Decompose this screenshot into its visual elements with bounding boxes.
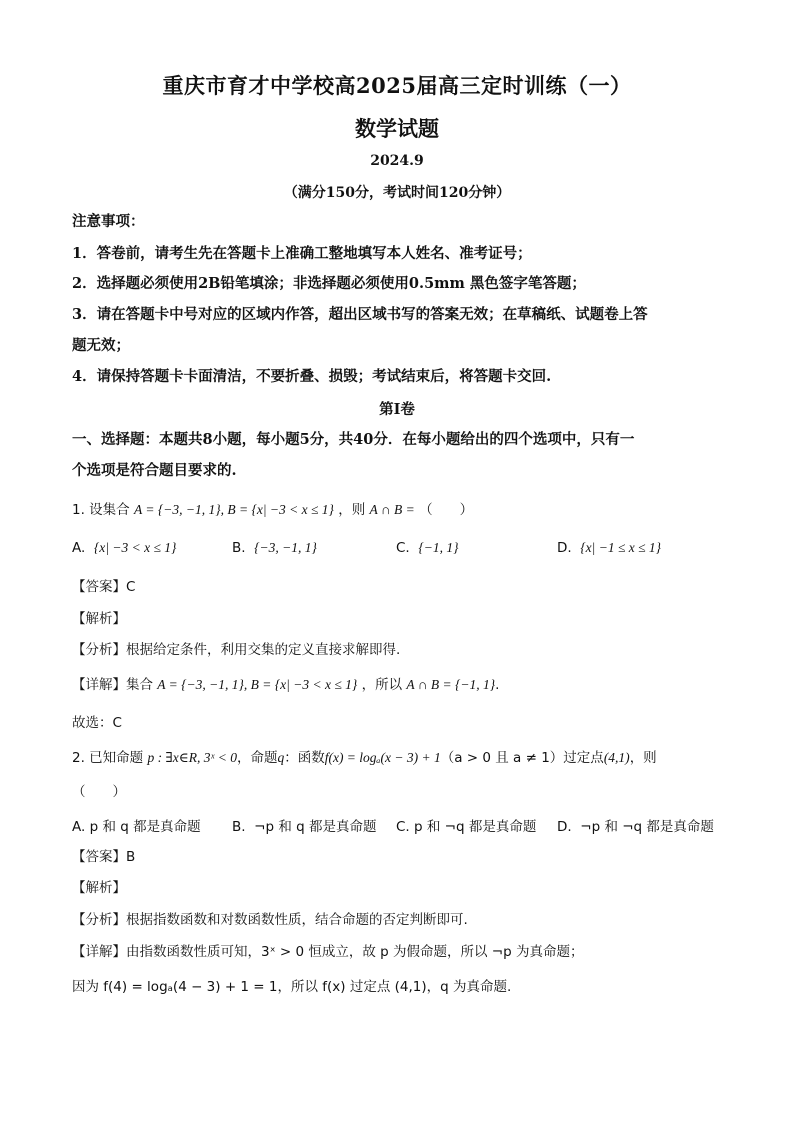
q2-option-a-text: p 和 q 都是真命题 <box>89 819 201 835</box>
q1-answer <box>72 577 722 597</box>
q1-xiangjie-mid: ，所以 <box>361 677 403 693</box>
q1-stem-prefix: 1. 设集合 <box>72 502 130 518</box>
q2-fenxi <box>72 910 722 930</box>
q2-stem-mid1: ，命题 <box>236 750 278 766</box>
note-item-3: 3．请在答题卡中号对应的区域内作答，超出区域书写的答案无效；在草稿纸、试题卷上答 <box>72 306 648 323</box>
q1-option-c-text: {−1, 1} <box>418 540 459 555</box>
q1-stem-suffix: （ ） <box>419 502 474 518</box>
q2-stem <box>72 748 722 768</box>
q2-option-a <box>72 815 201 835</box>
note-item-3-cont: 题无效； <box>72 337 130 354</box>
note-item-1: 1．答卷前，请考生先在答题卡上准确工整地填写本人姓名、准考证号； <box>72 245 532 262</box>
q2-xiangjie-tag: 【详解】 <box>72 944 126 960</box>
q2-option-d <box>557 815 714 835</box>
q1-option-b-text: {−3, −1, 1} <box>254 540 317 555</box>
q1-xiangjie-math2: A ∩ B = {−1, 1} <box>406 677 496 692</box>
notes-heading: 注意事项： <box>72 213 145 230</box>
q1-conclusion: 故选：C <box>72 715 122 731</box>
q1-xiangjie-end: . <box>495 677 500 693</box>
q2-stem-math4: (4,1) <box>603 750 630 765</box>
q2-option-b-label: B. <box>232 819 246 835</box>
q2-stem-prefix: 2. 已知命题 <box>72 750 144 766</box>
exam-title: 重庆市育才中学校高2025届高三定时训练（一） <box>162 73 632 98</box>
exam-date: 2024.9 <box>370 153 424 169</box>
q2-answer-value: B <box>126 849 136 865</box>
note-item-4: 4．请保持答题卡卡面清洁，不要折叠、损毁；考试结束后，将答题卡交回. <box>72 368 552 385</box>
q1-fenxi-tag: 【分析】 <box>72 642 126 658</box>
q1-xiangjie <box>72 675 722 695</box>
q2-answer-tag: 【答案】 <box>72 849 126 865</box>
q2-option-c-label: C. <box>396 819 410 835</box>
q2-xiangjie-line1: 由指数函数性质可知，3ˣ > 0 恒成立，故 p 为假命题，所以 ¬p 为真命题； <box>126 944 584 960</box>
q1-xiangjie-pre: 集合 <box>126 677 153 693</box>
q1-xiangjie-math: A = {−3, −1, 1}, B = {x| −3 < x ≤ 1} <box>157 677 358 692</box>
q2-option-b <box>232 815 376 835</box>
q1-option-b-label: B. <box>232 540 246 556</box>
q2-option-c-text: p 和 ¬q 都是真命题 <box>414 819 537 835</box>
q1-analysis-tag: 【解析】 <box>72 611 126 627</box>
q1-option-a <box>72 540 176 556</box>
q2-option-d-text: ¬p 和 ¬q 都是真命题 <box>580 819 714 835</box>
q2-stem-end: ，则 <box>629 750 657 766</box>
q2-option-a-label: A. <box>72 819 86 835</box>
q1-option-a-label: A. <box>72 540 86 556</box>
q2-fenxi-text: 根据指数函数和对数函数性质，结合命题的否定判断即可. <box>126 912 468 928</box>
q1-option-a-text: {x| −3 < x ≤ 1} <box>93 540 177 555</box>
section1-line2: 个选项是符合题目要求的. <box>72 462 237 479</box>
q2-stem-math1: p : ∃x∈R, 3ˣ < 0 <box>147 750 237 765</box>
volume-label: 第Ⅰ卷 <box>379 401 415 418</box>
q2-option-c <box>396 815 536 835</box>
exam-subtitle: 数学试题 <box>355 116 439 141</box>
q1-option-d-text: {x| −1 ≤ x ≤ 1} <box>580 540 662 555</box>
q2-stem-mid2: ：函数 <box>284 750 325 766</box>
q1-option-d-label: D. <box>557 540 572 556</box>
q1-stem-math2: A ∩ B = <box>369 502 415 517</box>
q2-answer <box>72 847 722 867</box>
q2-xiangjie <box>72 942 722 962</box>
q1-stem-math: A = {−3, −1, 1}, B = {x| −3 < x ≤ 1} <box>133 502 334 517</box>
q1-stem <box>72 500 722 520</box>
q1-fenxi <box>72 640 722 660</box>
exam-score-time: （满分150分，考试时间120分钟） <box>283 185 511 201</box>
q1-answer-tag: 【答案】 <box>72 579 126 595</box>
q1-option-c-label: C. <box>396 540 410 556</box>
section1-line1: 一、选择题：本题共8小题，每小题5分，共40分．在每小题给出的四个选项中，只有一 <box>72 431 635 448</box>
q2-stem-math3: f(x) = logₐ(x − 3) + 1 <box>324 750 441 765</box>
q1-stem-mid: ，则 <box>338 502 366 518</box>
q2-stem-math2: q <box>277 750 285 765</box>
note-item-2: 2．选择题必须使用2B铅笔填涂；非选择题必须使用0.5mm 黑色签字笔答题； <box>72 275 586 292</box>
q2-option-b-text: ¬p 和 q 都是真命题 <box>254 819 377 835</box>
q2-analysis-tag: 【解析】 <box>72 880 126 896</box>
q1-option-b <box>232 540 317 556</box>
q1-xiangjie-tag: 【详解】 <box>72 677 126 693</box>
q1-option-d <box>557 540 661 556</box>
q2-stem-line2: （ ） <box>72 784 126 800</box>
q2-stem-paren: （a > 0 且 a ≠ 1）过定点 <box>440 750 604 766</box>
q1-answer-value: C <box>126 579 136 595</box>
q2-fenxi-tag: 【分析】 <box>72 912 126 928</box>
q1-fenxi-text: 根据给定条件，利用交集的定义直接求解即得. <box>126 642 401 658</box>
q1-option-c <box>396 540 458 556</box>
q2-option-d-label: D. <box>557 819 572 835</box>
q2-xiangjie-line2: 因为 f(4) = logₐ(4 − 3) + 1 = 1，所以 f(x) 过定点 (4,1)，q 为真命题. <box>72 979 512 995</box>
